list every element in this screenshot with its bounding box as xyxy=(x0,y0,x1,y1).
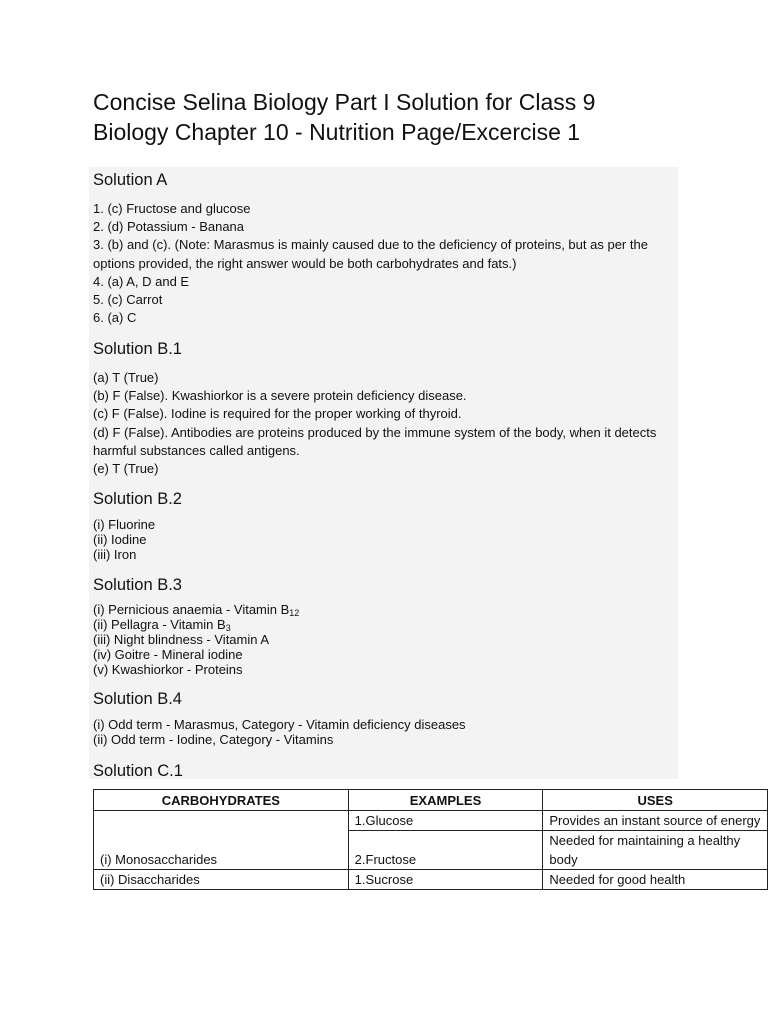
solution-a-line: 3. (b) and (c). (Note: Marasmus is mainly caused due to the deficiency of proteins, but as per the xyxy=(93,237,648,253)
example-cell: 1.Sucrose xyxy=(348,870,543,890)
solution-b4-line: (i) Odd term - Marasmus, Category - Vitamin deficiency diseases xyxy=(93,717,466,732)
carbohydrates-table xyxy=(93,789,768,890)
example-cell: 1.Glucose xyxy=(348,811,543,831)
solution-a-line: 6. (a) C xyxy=(93,310,137,326)
subscript: 12 xyxy=(289,608,300,618)
solution-b3-line: (ii) Pellagra - Vitamin $B_3$ xyxy=(93,617,231,633)
solution-a-heading: Solution A xyxy=(93,171,168,189)
carbohydrate-type-cell: (i) Monosaccharides xyxy=(94,811,349,870)
column-header: USES xyxy=(543,790,768,811)
solution-b2-list xyxy=(93,517,693,562)
subscript: 3 xyxy=(225,623,231,633)
solution-a-line: 4. (a) A, D and E xyxy=(93,273,190,289)
title-line-2: Biology Chapter 10 - Nutrition Page/Excercise 1 xyxy=(93,119,581,145)
solution-b4-heading: Solution B.4 xyxy=(93,690,182,708)
solution-a-line: 1. (c) Fructose and glucose xyxy=(93,201,251,216)
solution-b1-line: (e) T (True) xyxy=(93,461,159,477)
solution-b1-heading: Solution B.1 xyxy=(93,340,182,358)
solution-b2-line: (i) Fluorine xyxy=(93,517,156,532)
use-cell: Needed for maintaining a healthy body xyxy=(543,831,768,870)
solution-c1-heading: Solution C.1 xyxy=(93,762,183,780)
table-row xyxy=(94,870,768,890)
solution-a-line: 2. (d) Potassium - Banana xyxy=(93,219,245,235)
document-title xyxy=(93,87,753,147)
solution-b3-line: (iii) Night blindness - Vitamin A xyxy=(93,632,270,647)
solution-b2-heading: Solution B.2 xyxy=(93,490,182,508)
solution-b2-line: (ii) Iodine xyxy=(93,532,147,547)
example-cell: 2.Fructose xyxy=(348,831,543,870)
solution-b1-line: (b) F (False). Kwashiorkor is a severe protein deficiency disease. xyxy=(93,388,467,404)
solution-b4-list xyxy=(93,717,693,747)
title-line-1: Concise Selina Biology Part I Solution for Class 9 xyxy=(93,89,596,115)
solution-b1-list xyxy=(93,369,693,478)
column-header: CARBOHYDRATES xyxy=(94,790,349,811)
solution-b3-line: (iv) Goitre - Mineral iodine xyxy=(93,647,243,662)
use-cell: Provides an instant source of energy xyxy=(543,811,768,831)
solution-b1-line: (c) F (False). Iodine is required for the proper working of thyroid. xyxy=(93,406,462,422)
table-row xyxy=(94,811,768,831)
solution-b1-line: (d) F (False). Antibodies are proteins produced by the immune system of the body, when it detects xyxy=(93,424,657,440)
solution-a-line: options provided, the right answer would be both carbohydrates and fats.) xyxy=(93,255,517,271)
solution-b1-line: (a) T (True) xyxy=(93,370,159,385)
solution-a-list xyxy=(93,200,693,327)
solution-b2-line: (iii) Iron xyxy=(93,547,137,562)
solution-b1-line: harmful substances called antigens. xyxy=(93,442,300,458)
table-header-row xyxy=(94,790,768,811)
solution-b3-line: (v) Kwashiorkor - Proteins xyxy=(93,662,243,677)
column-header: EXAMPLES xyxy=(348,790,543,811)
solution-a-line: 5. (c) Carrot xyxy=(93,292,163,308)
use-cell: Needed for good health xyxy=(543,870,768,890)
carbohydrate-type-cell: (ii) Disaccharides xyxy=(94,870,349,890)
solution-b4-line: (ii) Odd term - Iodine, Category - Vitamins xyxy=(93,732,334,747)
solution-b3-list xyxy=(93,602,693,677)
solution-b3-line: (i) Pernicious anaemia - Vitamin $B_{12}$ xyxy=(93,602,300,618)
solution-b3-heading: Solution B.3 xyxy=(93,576,182,594)
